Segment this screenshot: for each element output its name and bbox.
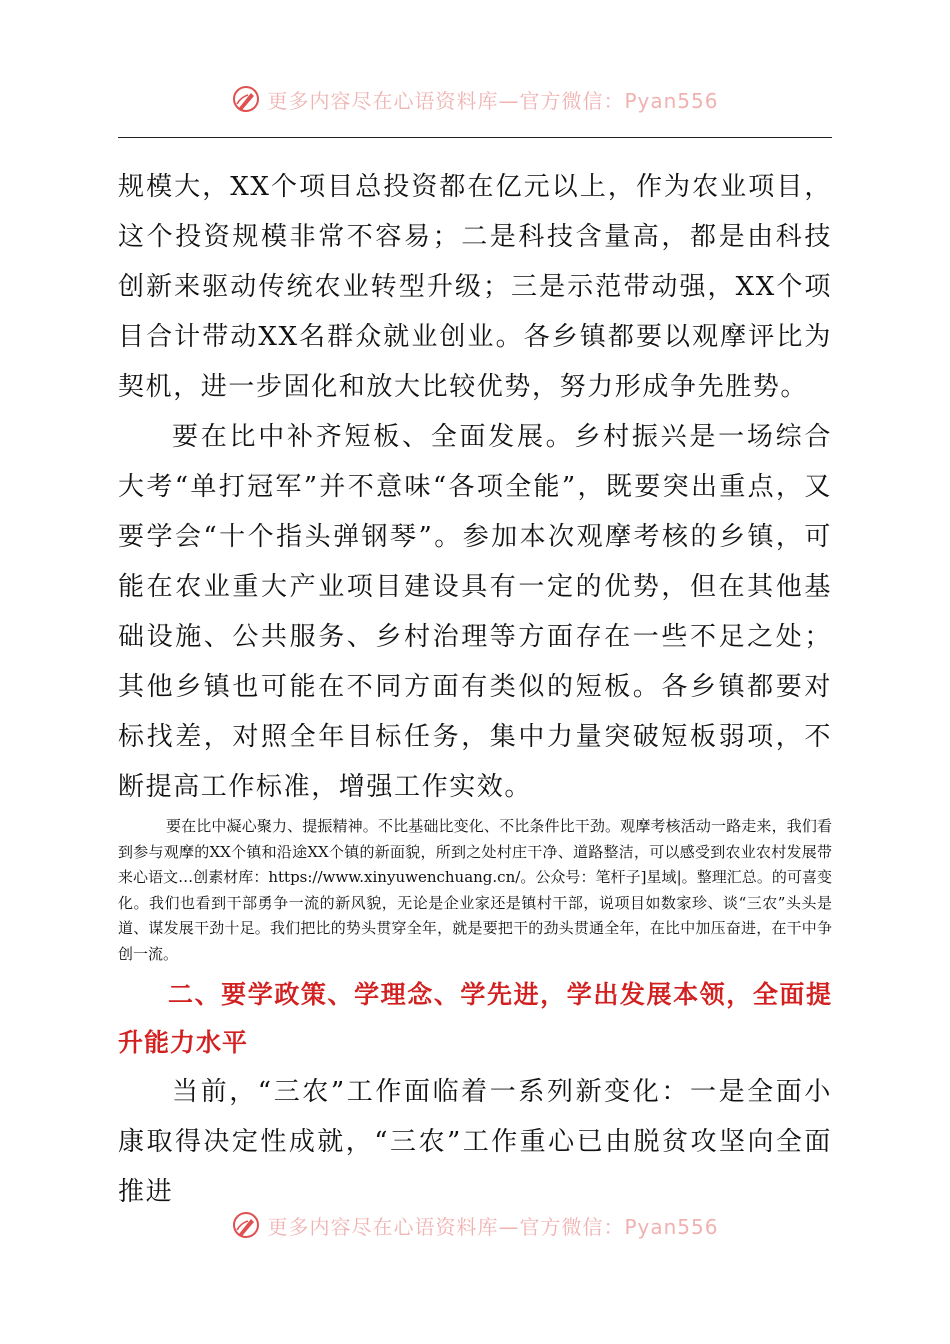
section-heading-2: 二、要学政策、学理念、学先进，学出发展本领，全面提升能力水平 — [118, 980, 832, 1057]
footer-banner-text: 更多内容尽在心语资料库—官方微信：Pyan556 — [267, 1214, 719, 1239]
paragraph-4: 当前，“三农”工作面临着一系列新变化：一是全面小康取得决定性成就，“三农”工作重心已由脱贫攻坚向全面推进 — [118, 1077, 832, 1207]
header-watermark-banner — [0, 84, 950, 114]
header-banner-text: 更多内容尽在心语资料库—官方微信：Pyan556 — [267, 88, 719, 113]
paragraph-1: 规模大，XX个项目总投资都在亿元以上，作为农业项目，这个投资规模非常不容易；二是科技含量高，都是由科技创新来驱动传统农业转型升级；三是示范带动强，XX个项目合计带动XX名群众就业创业。各乡镇都要以观摩评比为契机，进一步固化和放大比较优势，努力形成争先胜势。 — [118, 172, 832, 402]
header-divider — [118, 137, 832, 138]
footer-watermark-banner — [0, 1210, 950, 1240]
paragraph-2: 要在比中补齐短板、全面发展。乡村振兴是一场综合大考“单打冠军”并不意味“各项全能”，既要突出重点，又要学会“十个指头弹钢琴”。参加本次观摩考核的乡镇，可能在农业重大产业项目建设具有一定的优势，但在其他基础设施、公共服务、乡村治理等方面存在一些不足之处；其他乡镇也可能在不同方面有类似的短板。各乡镇都要对标找差，对照全年目标任务，集中力量突破短板弱项，不断提高工作标准，增强工作实效。 — [118, 422, 832, 802]
pen-nib-logo-icon — [231, 1210, 261, 1240]
paragraph-3-small: 要在比中凝心聚力、提振精神。不比基础比变化、不比条件比干劲。观摩考核活动一路走来，我们看到参与观摩的XX个镇和沿途XX个镇的新面貌，所到之处村庄干净、道路整洁，可以感受到农业农村发展带来心语文…创素材库：https://www.xinyuwenchuang.cn/。公众号：笔杆子]星域|。整理汇总。的可喜变化。我们也看到干部勇争一流的新风貌，无论是企业家还是镇村干部，说项目如数家珍、谈“三农”头头是道、谋发展干劲十足。我们把比的势头贯穿全年，就是要把干的劲头贯通全年，在比中加压奋进，在干中争创一流。 — [118, 817, 832, 963]
pen-nib-logo-icon — [231, 84, 261, 114]
document-body — [118, 162, 832, 1217]
